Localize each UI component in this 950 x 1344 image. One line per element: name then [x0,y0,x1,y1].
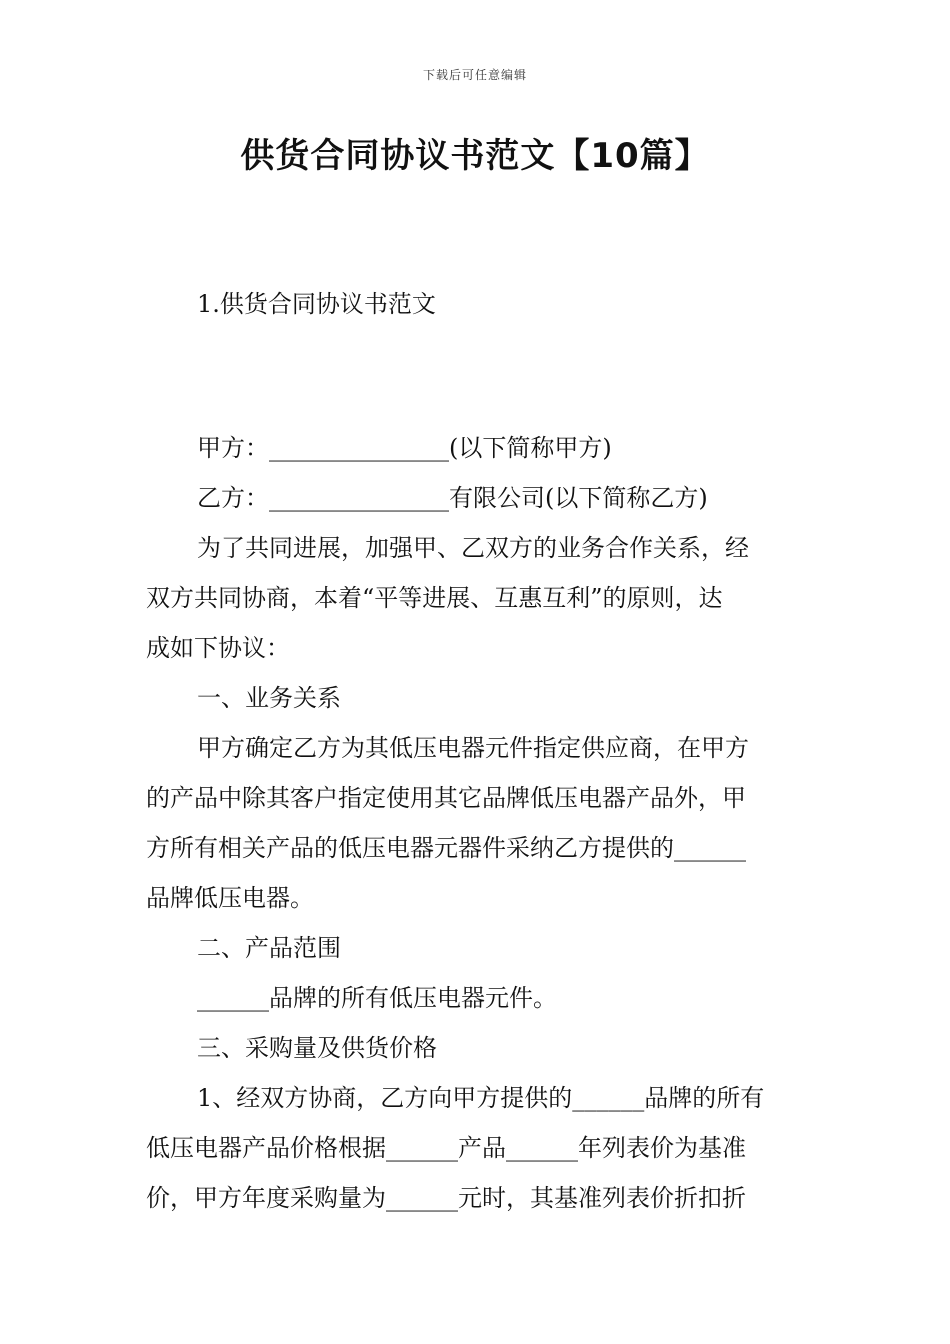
paragraph-line: 双方共同协商，本着“平等进展、互惠互利”的原则，达 [146,584,723,612]
header-note: 下载后可任意编辑 [422,68,527,82]
paragraph-line: 为了共同进展，加强甲、乙双方的业务合作关系，经 [197,534,749,562]
paragraph-line: 品牌低压电器。 [146,884,314,912]
paragraph-line: ______品牌的所有低压电器元件。 [197,984,557,1012]
paragraph-line: 二、产品范围 [197,934,341,962]
paragraph-line: 三、采购量及供货价格 [197,1034,437,1062]
paragraph-line: 甲方：_______________(以下简称甲方) [197,434,612,462]
paragraph-line: 低压电器产品价格根据______产品______年列表价为基准 [146,1134,746,1162]
paragraph-line: 甲方确定乙方为其低压电器元件指定供应商，在甲方 [197,734,749,762]
section-heading: 1.供货合同协议书范文 [197,290,436,318]
document-body [146,428,808,1228]
paragraph-line: 方所有相关产品的低压电器元器件采纳乙方提供的______ [146,834,746,862]
paragraph-line: 乙方：_______________有限公司(以下简称乙方) [197,484,708,512]
paragraph-line: 价，甲方年度采购量为______元时，其基准列表价折扣折 [146,1184,746,1212]
paragraph-line: 1、经双方协商，乙方向甲方提供的______品牌的所有 [197,1084,765,1112]
document-title: 供货合同协议书范文【10篇】 [240,136,710,176]
paragraph-line: 成如下协议： [146,634,290,662]
paragraph-line: 的产品中除其客户指定使用其它品牌低压电器产品外，甲 [146,784,746,812]
paragraph-line: 一、业务关系 [197,684,341,712]
